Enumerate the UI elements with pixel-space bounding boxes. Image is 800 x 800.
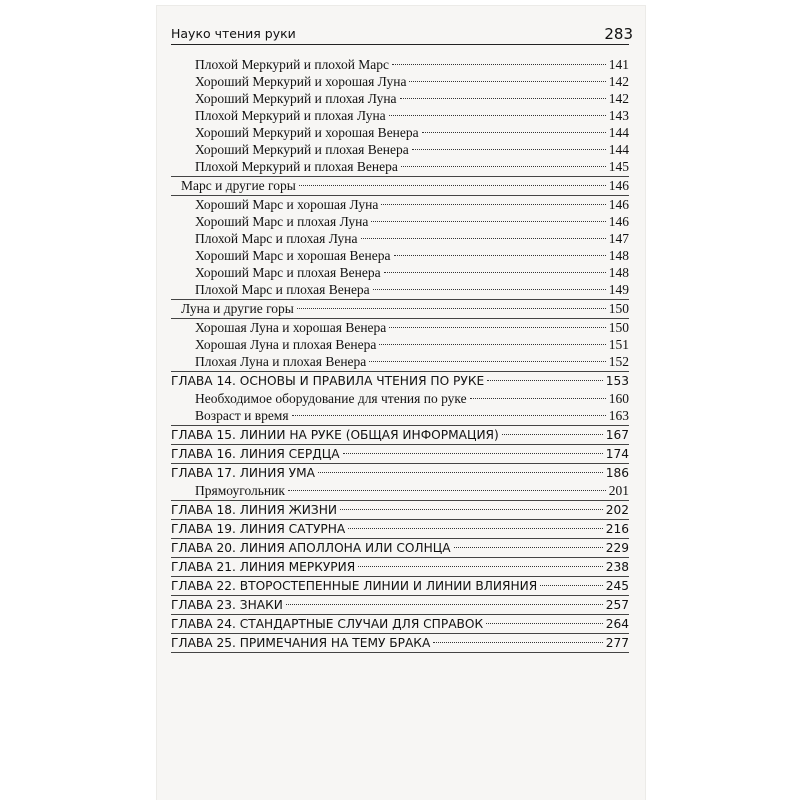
toc-entry — [195, 213, 629, 231]
toc-entry-title: Хороший Марс и плохая Луна — [195, 214, 369, 229]
toc-entry-title: Прямоугольник — [195, 483, 285, 498]
dot-leader — [340, 509, 603, 510]
dot-leader — [392, 64, 606, 65]
toc-entry-title: ГЛАВА 15. ЛИНИИ НА РУКЕ (ОБЩАЯ ИНФОРМАЦИЯ) — [171, 428, 499, 442]
toc-entry-page: 202 — [605, 503, 629, 517]
toc-entry — [171, 577, 629, 595]
dot-leader — [422, 132, 606, 133]
toc-entry-page: 146 — [608, 197, 629, 212]
toc-entry-page: 145 — [608, 159, 629, 174]
toc-entry — [195, 353, 629, 371]
toc-entry-title: ГЛАВА 22. ВТОРОСТЕПЕННЫЕ ЛИНИИ И ЛИНИИ ВЛИЯНИЯ — [171, 579, 538, 593]
toc-entry-title: Хороший Меркурий и хорошая Луна — [195, 74, 407, 89]
toc-entry-title: ГЛАВА 14. ОСНОВЫ И ПРАВИЛА ЧТЕНИЯ ПО РУКЕ — [171, 374, 485, 388]
toc-entry — [195, 230, 629, 248]
toc-entry-title: Хороший Марс и хорошая Луна — [195, 197, 379, 212]
dot-leader — [358, 566, 602, 567]
toc-entry — [171, 520, 629, 538]
toc-entry — [195, 196, 629, 214]
toc-entry — [195, 90, 629, 108]
toc-entry — [171, 634, 629, 652]
dot-leader — [381, 204, 605, 205]
toc-entry-title: Плохая Луна и плохая Венера — [195, 354, 367, 369]
toc-entry-title: ГЛАВА 25. ПРИМЕЧАНИЯ НА ТЕМУ БРАКА — [171, 636, 431, 650]
toc-entry — [195, 56, 629, 74]
toc-entry-page: 150 — [608, 320, 629, 335]
toc-entry-title: ГЛАВА 24. СТАНДАРТНЫЕ СЛУЧАИ ДЛЯ СПРАВОК — [171, 617, 484, 631]
toc-entry — [195, 107, 629, 125]
toc-entry-page: 151 — [608, 337, 629, 352]
toc-entry — [171, 445, 629, 463]
toc-entry-page: 142 — [608, 74, 629, 89]
toc-entry-title: ГЛАВА 21. ЛИНИЯ МЕРКУРИЯ — [171, 560, 356, 574]
toc-entry — [171, 596, 629, 614]
toc-entry-title: Плохой Марс и плохая Луна — [195, 231, 358, 246]
dot-leader — [389, 327, 605, 328]
toc-entry — [171, 501, 629, 519]
toc-entry — [195, 264, 629, 282]
toc-entry-title: Марс и другие горы — [181, 178, 296, 193]
dot-leader — [487, 380, 603, 381]
toc-entry-title: ГЛАВА 20. ЛИНИЯ АПОЛЛОНА ИЛИ СОЛНЦА — [171, 541, 451, 555]
dot-leader — [348, 528, 602, 529]
toc-entry-page: 174 — [605, 447, 629, 461]
dot-leader — [470, 398, 606, 399]
toc-entry — [171, 539, 629, 557]
dot-leader — [409, 81, 605, 82]
toc-entry-page: 144 — [608, 142, 629, 157]
toc-entry-page: 257 — [605, 598, 629, 612]
toc-entry — [171, 426, 629, 444]
toc-entry — [195, 407, 629, 425]
toc-entry-page: 149 — [608, 282, 629, 297]
toc-entry-title: ГЛАВА 18. ЛИНИЯ ЖИЗНИ — [171, 503, 338, 517]
toc-entry — [195, 482, 629, 500]
toc-entry-page: 238 — [605, 560, 629, 574]
dot-leader — [401, 166, 606, 167]
toc-entry-title: Хороший Меркурий и плохая Венера — [195, 142, 409, 157]
dot-leader — [400, 98, 606, 99]
toc-entry-page: 264 — [605, 617, 629, 631]
toc-entry — [195, 281, 629, 299]
toc-entry-page: 148 — [608, 265, 629, 280]
toc-entry-page: 277 — [605, 636, 629, 650]
toc-entry-page: 148 — [608, 248, 629, 263]
toc-entry-page: 146 — [608, 214, 629, 229]
dot-leader — [412, 149, 606, 150]
dot-leader — [318, 472, 603, 473]
toc-entry — [181, 300, 629, 318]
dot-leader — [292, 415, 606, 416]
dot-leader — [361, 238, 606, 239]
toc-entry-title: Хороший Марс и плохая Венера — [195, 265, 381, 280]
toc-entry-title: Хороший Марс и хорошая Венера — [195, 248, 391, 263]
dot-leader — [297, 308, 606, 309]
dot-leader — [384, 272, 606, 273]
running-title: Науко чтения руки — [171, 26, 296, 41]
toc-entry — [171, 464, 629, 482]
toc-entry-page: 186 — [605, 466, 629, 480]
dot-leader — [371, 221, 605, 222]
book-page — [157, 6, 645, 800]
toc-entry-title: ГЛАВА 17. ЛИНИЯ УМА — [171, 466, 315, 480]
toc-entry-page: 152 — [608, 354, 629, 369]
toc-entry-page: 229 — [605, 541, 629, 555]
toc-entry-title: Хорошая Луна и хорошая Венера — [195, 320, 387, 335]
toc-entry-page: 216 — [605, 522, 629, 536]
toc-entry — [181, 177, 629, 195]
toc-entry — [195, 124, 629, 142]
toc-entry — [195, 141, 629, 159]
toc-entry — [171, 372, 629, 390]
entry-divider — [171, 652, 629, 653]
dot-leader — [286, 604, 603, 605]
toc-entry — [195, 390, 629, 408]
toc-entry-page: 150 — [608, 301, 629, 316]
toc-entry-page: 201 — [608, 483, 629, 498]
toc-entry-title: Плохой Меркурий и плохая Луна — [195, 108, 386, 123]
toc-entry-page: 146 — [608, 178, 629, 193]
dot-leader — [288, 490, 606, 491]
dot-leader — [389, 115, 606, 116]
toc-entry-title: Хороший Меркурий и плохая Луна — [195, 91, 397, 106]
toc-entry-page: 147 — [608, 231, 629, 246]
toc-entry-page: 142 — [608, 91, 629, 106]
toc-entry-page: 144 — [608, 125, 629, 140]
toc-entry — [195, 319, 629, 337]
toc-entry-title: ГЛАВА 19. ЛИНИЯ САТУРНА — [171, 522, 346, 536]
dot-leader — [502, 434, 603, 435]
dot-leader — [540, 585, 602, 586]
toc-entry-title: ГЛАВА 16. ЛИНИЯ СЕРДЦА — [171, 447, 340, 461]
toc-entry — [195, 158, 629, 176]
toc-entry-title: Необходимое оборудование для чтения по руке — [195, 391, 467, 406]
toc-entry-title: Хорошая Луна и плохая Венера — [195, 337, 377, 352]
toc-entry-title: Хороший Меркурий и хорошая Венера — [195, 125, 419, 140]
running-header — [171, 22, 633, 45]
toc-entry — [195, 336, 629, 354]
toc-entry-page: 163 — [608, 408, 629, 423]
toc-entry — [171, 615, 629, 633]
dot-leader — [369, 361, 605, 362]
toc-entry-page: 153 — [605, 374, 629, 388]
toc-entry-title: Плохой Марс и плохая Венера — [195, 282, 370, 297]
page-number: 283 — [604, 25, 633, 43]
toc-entry — [171, 558, 629, 576]
toc-entry-title: Плохой Меркурий и плохой Марс — [195, 57, 390, 72]
toc-entry-title: Луна и другие горы — [181, 301, 294, 316]
toc-entry-page: 245 — [605, 579, 629, 593]
toc-entry-title: Возраст и время — [195, 408, 289, 423]
dot-leader — [299, 185, 606, 186]
dot-leader — [394, 255, 606, 256]
dot-leader — [379, 344, 605, 345]
toc-entry-page: 167 — [605, 428, 629, 442]
toc-entry-title: ГЛАВА 23. ЗНАКИ — [171, 598, 283, 612]
toc-entry-title: Плохой Меркурий и плохая Венера — [195, 159, 398, 174]
dot-leader — [433, 642, 602, 643]
toc-entry-page: 143 — [608, 108, 629, 123]
dot-leader — [343, 453, 603, 454]
toc-entry — [195, 73, 629, 91]
dot-leader — [454, 547, 603, 548]
dot-leader — [373, 289, 606, 290]
toc-entry — [195, 247, 629, 265]
toc-entry-page: 160 — [608, 391, 629, 406]
toc-entry-page: 141 — [608, 57, 629, 72]
dot-leader — [486, 623, 603, 624]
